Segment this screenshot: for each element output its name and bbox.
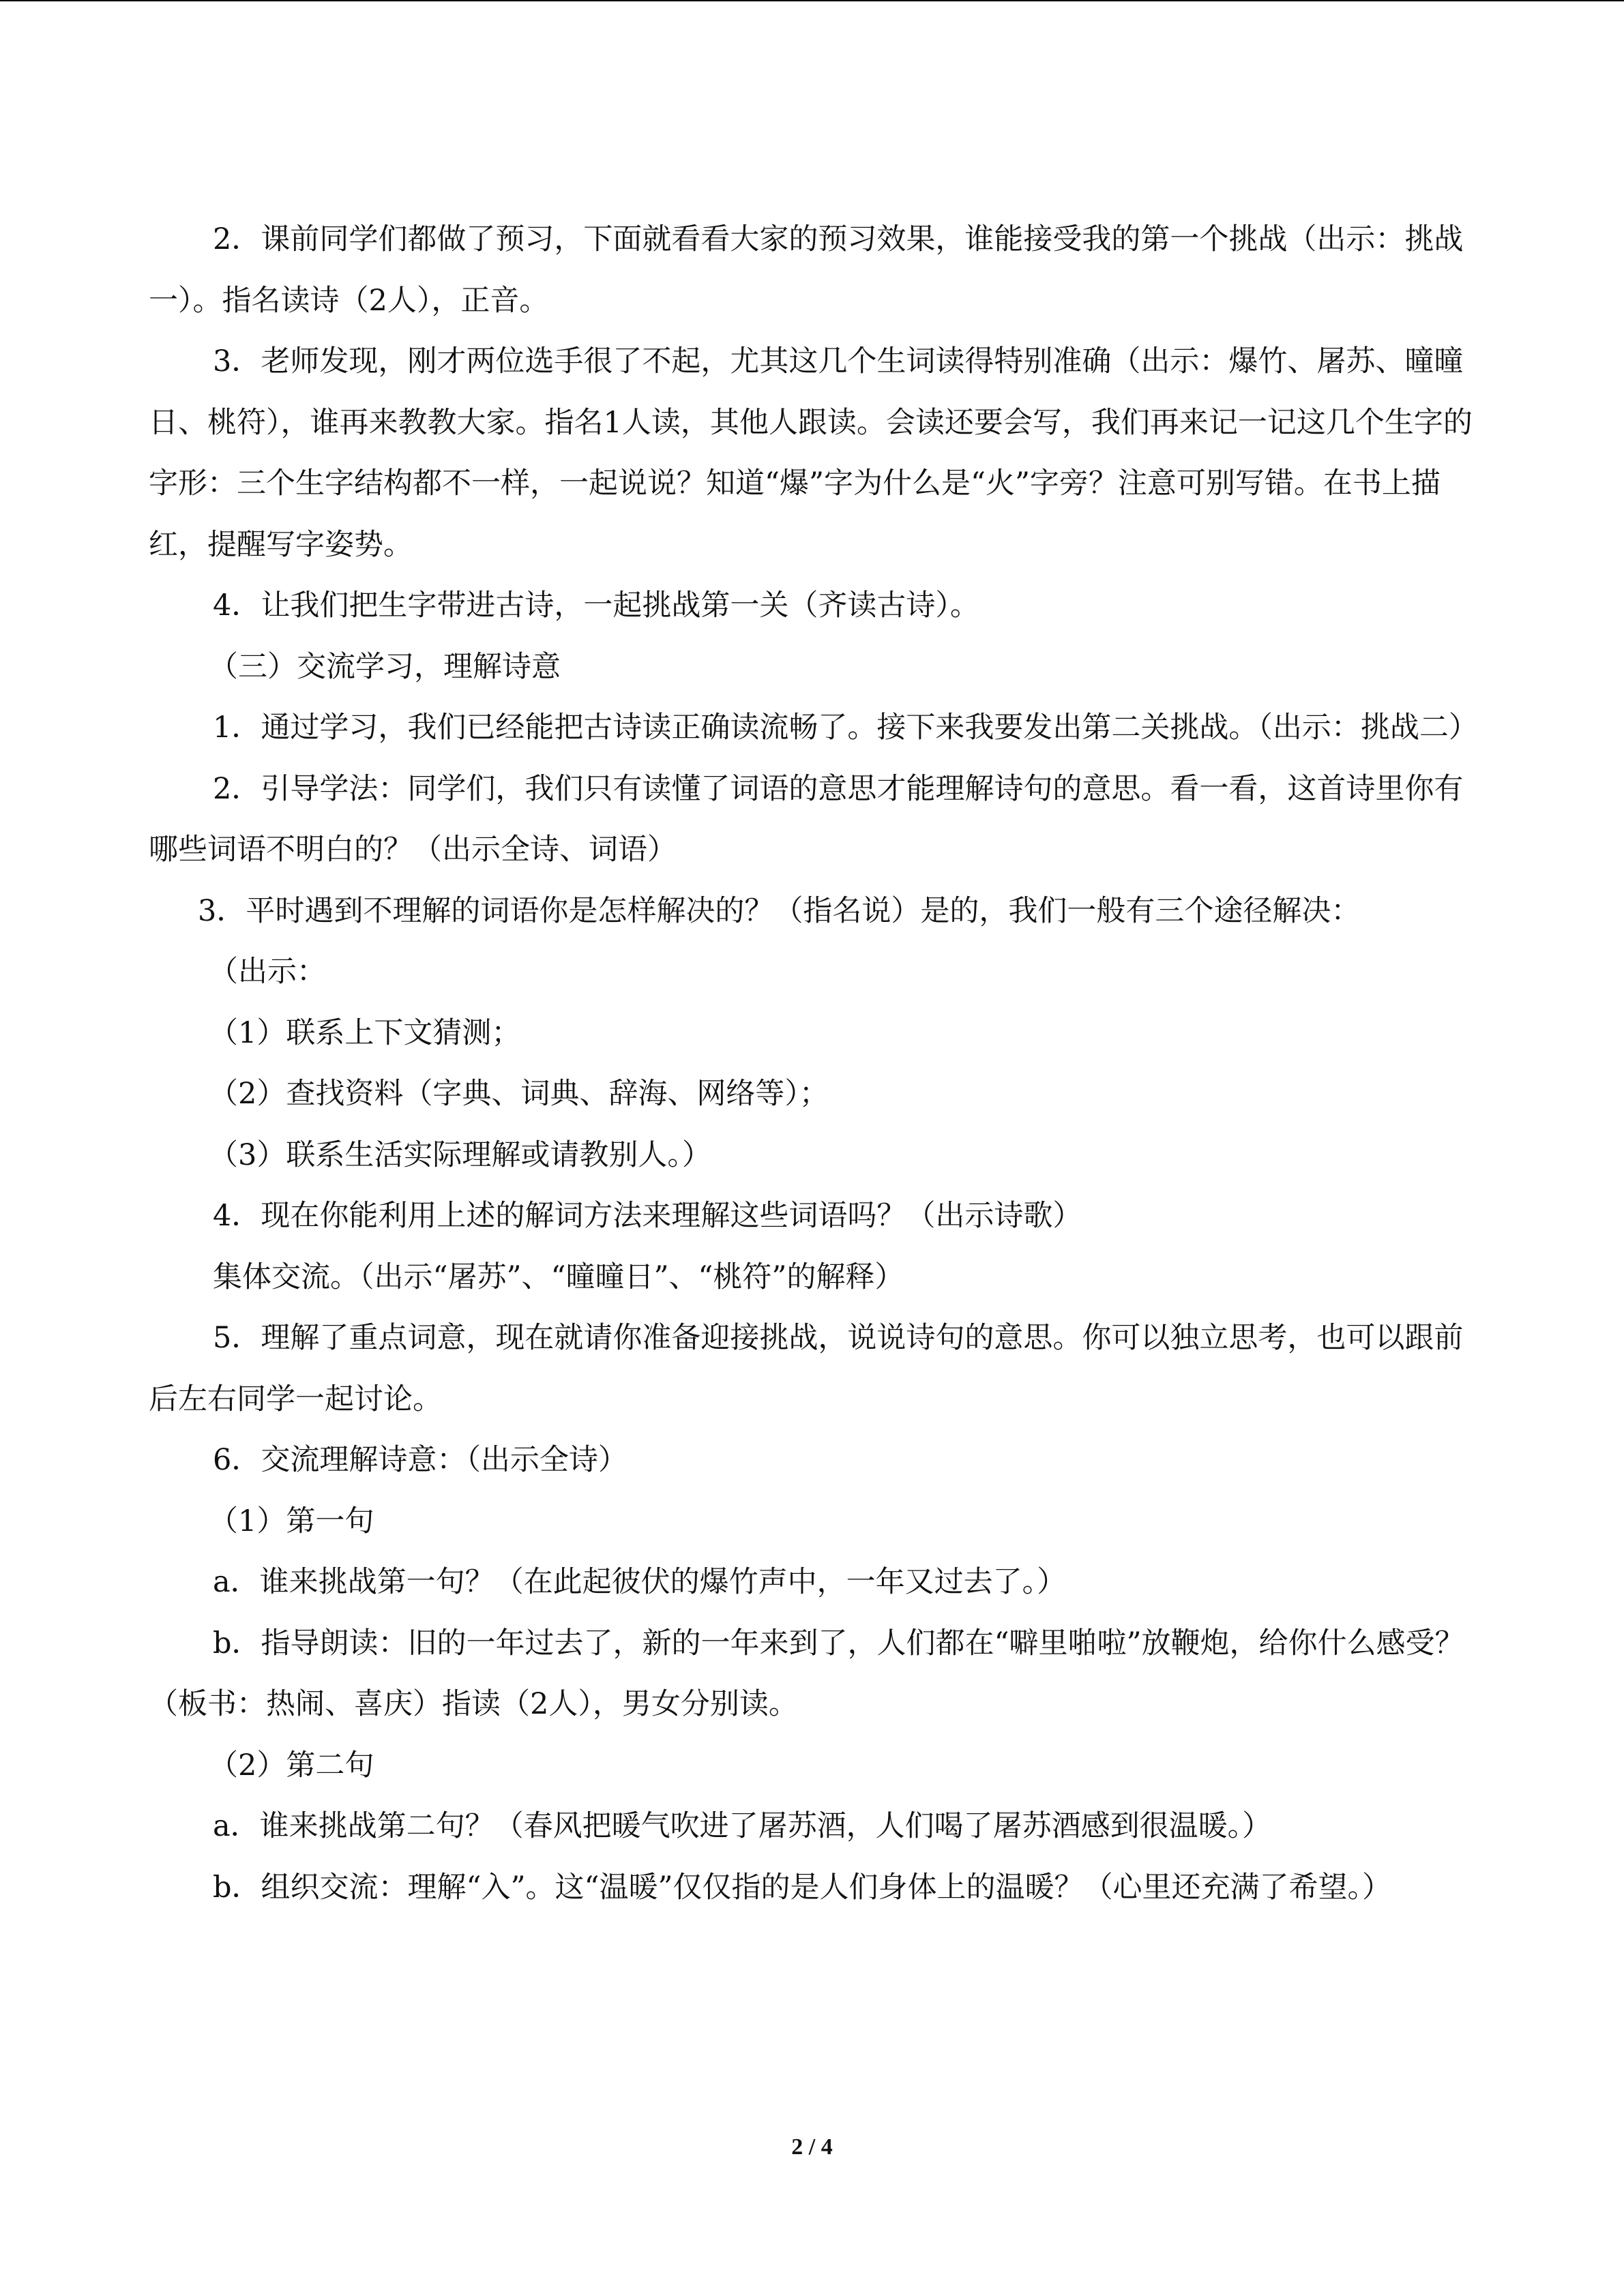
line-1-heading: （1）第一句 (209, 1504, 374, 1538)
line-1-b: b．指导朗读：旧的一年过去了，新的一年来到了，人们都在“噼里啪啦”放鞭炮，给你什么感受？（板书：热闹、喜庆）指读（2人），男女分别读。 (149, 1626, 1464, 1721)
line-2-b: b．组织交流：理解“入”。这“温暖”仅仅指的是人们身体上的温暖？（心里还充满了希望。） (213, 1870, 1391, 1905)
paragraph-5-discuss: 5．理解了重点词意，现在就请你准备迎接挑战，说说诗句的意思。你可以独立思考，也可以跟前后左右同学一起讨论。 (149, 1321, 1464, 1416)
group-exchange: 集体交流。（出示“屠苏”、“曈曈日”、“桃符”的解释） (213, 1259, 904, 1294)
show-label: （出示： (209, 955, 326, 989)
section-heading-3: （三）交流学习，理解诗意 (209, 649, 561, 684)
paragraph-6-exchange: 6．交流理解诗意：（出示全诗） (213, 1443, 628, 1477)
paragraph-2-preview: 2．课前同学们都做了预习，下面就看看大家的预习效果，谁能接受我的第一个挑战（出示：挑战一）。指名读诗（2人），正音。 (149, 222, 1464, 318)
method-1: （1）联系上下文猜测； (209, 1015, 521, 1050)
document-body (149, 209, 1478, 1918)
paragraph-4-read-poem: 4．让我们把生字带进古诗，一起挑战第一关（齐读古诗）。 (213, 588, 979, 623)
paragraph-3-solve-words: 3．平时遇到不理解的词语你是怎样解决的？（指名说）是的，我们一般有三个途径解决： (198, 893, 1361, 928)
method-3: （3）联系生活实际理解或请教别人。） (209, 1137, 711, 1172)
method-2: （2）查找资料（字典、词典、辞海、网络等）； (209, 1077, 829, 1111)
line-1-a: a．谁来挑战第一句？（在此起彼伏的爆竹声中，一年又过去了。） (213, 1565, 1067, 1599)
paragraph-3-new-words: 3．老师发现，刚才两位选手很了不起，尤其这几个生词读得特别准确（出示：爆竹、屠苏、曈曈日、桃符），谁再来教教大家。指名1人读，其他人跟读。会读还要会写，我们再来记一记这几个生字的字形：三个生字结构都不一样，一起说说？知道“爆”字为什么是“火”字旁？注意可别写错。在书上描红，提醒写字姿势。 (149, 344, 1473, 562)
page-number: 2 / 4 (791, 2134, 833, 2160)
line-2-heading: （2）第二句 (209, 1748, 374, 1783)
paragraph-1-challenge-two: 1．通过学习，我们已经能把古诗读正确读流畅了。接下来我要发出第二关挑战。（出示：挑战二） (213, 711, 1478, 745)
line-2-a: a．谁来挑战第二句？（春风把暖气吹进了屠苏酒，人们喝了屠苏酒感到很温暖。） (213, 1809, 1272, 1843)
paragraph-4-apply-methods: 4．现在你能利用上述的解词方法来理解这些词语吗？（出示诗歌） (213, 1199, 1082, 1233)
paragraph-2-guide-method: 2．引导学法：同学们，我们只有读懂了词语的意思才能理解诗句的意思。看一看，这首诗里你有哪些词语不明白的？（出示全诗、词语） (149, 771, 1464, 867)
